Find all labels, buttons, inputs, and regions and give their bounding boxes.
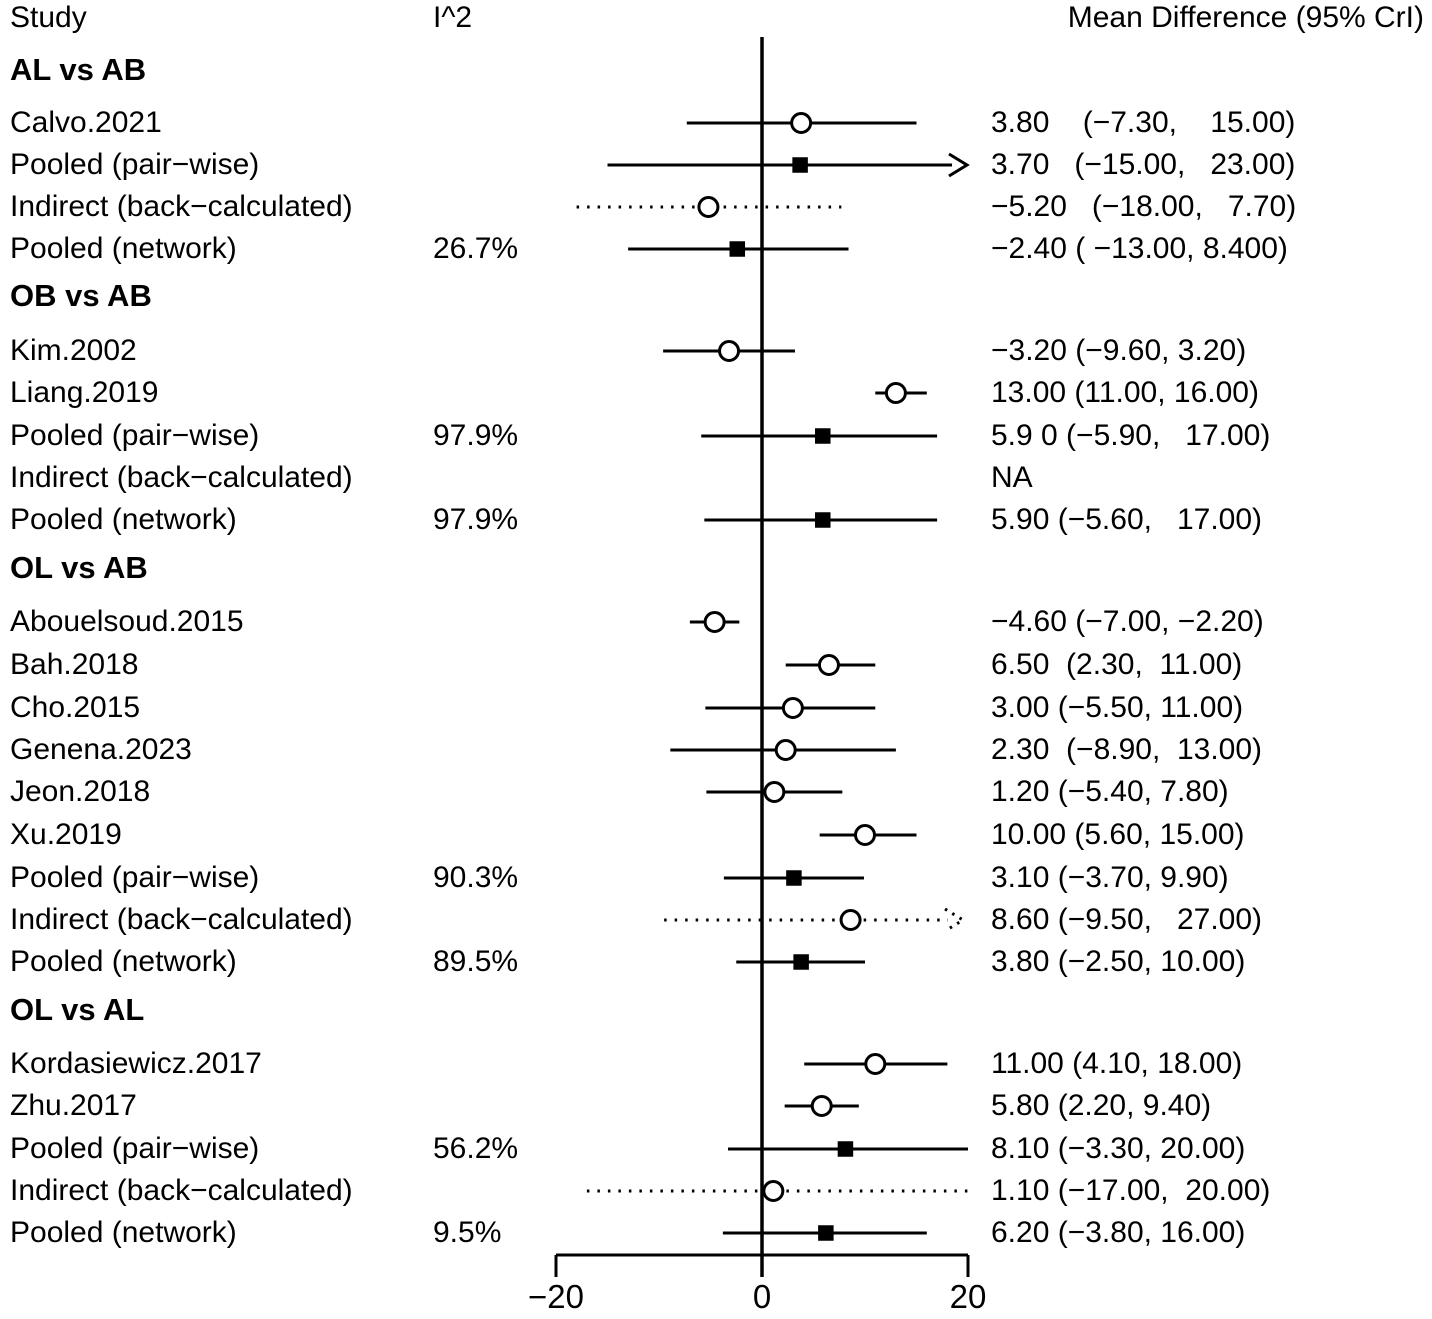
i2-value: 26.7% [433, 232, 519, 265]
study-label: Calvo.2021 [10, 106, 162, 139]
i2-value: 90.3% [433, 861, 519, 894]
pooled-network-row [0, 499, 1432, 541]
md-value: 6.50 (2.30, 11.00) [991, 648, 1243, 681]
study-label: Pooled (pair−wise) [10, 861, 260, 894]
md-value: NA [991, 461, 1033, 494]
pooled-pairwise-row [0, 857, 1432, 899]
indirect-row [0, 457, 1432, 499]
study-label: Bah.2018 [10, 648, 139, 681]
indirect-row [0, 899, 1432, 941]
study-row-zhu-2017 [0, 1085, 1432, 1127]
study-label: Liang.2019 [10, 376, 159, 409]
md-value: 11.00 (4.10, 18.00) [991, 1047, 1243, 1080]
study-row-calvo-2021 [0, 102, 1432, 144]
study-label: Kordasiewicz.2017 [10, 1047, 262, 1080]
study-row-jeon-2018 [0, 771, 1432, 813]
pooled-pairwise-row [0, 415, 1432, 457]
md-value: −2.40 ( −13.00, 8.400) [991, 232, 1288, 265]
md-value: 5.90 (−5.60, 17.00) [991, 503, 1263, 536]
study-row-abouelsoud-2015 [0, 601, 1432, 643]
md-value: 6.20 (−3.80, 16.00) [991, 1216, 1246, 1249]
col-header-i2: I^2 [433, 1, 473, 34]
md-value: 8.60 (−9.50, 27.00) [991, 903, 1263, 936]
md-value: 3.80 (−7.30, 15.00) [991, 106, 1296, 139]
i2-value: 89.5% [433, 945, 519, 978]
md-value: 10.00 (5.60, 15.00) [991, 818, 1245, 851]
study-label: Zhu.2017 [10, 1089, 137, 1122]
study-label: Kim.2002 [10, 334, 137, 367]
md-value: 1.20 (−5.40, 7.80) [991, 775, 1229, 808]
pooled-network-row [0, 228, 1432, 270]
group-header-ob-vs-ab [0, 275, 1432, 317]
study-label: Pooled (network) [10, 503, 237, 536]
md-value: −3.20 (−9.60, 3.20) [991, 334, 1247, 367]
study-row-kordasiewicz-2017 [0, 1043, 1432, 1085]
group-label: AL vs AB [10, 52, 147, 87]
md-value: 5.80 (2.20, 9.40) [991, 1089, 1212, 1122]
study-row-genena-2023 [0, 729, 1432, 771]
study-label: Indirect (back−calculated) [10, 903, 353, 936]
col-header-mean-difference: Mean Difference (95% CrI) [1067, 1, 1424, 34]
col-header-study: Study [10, 1, 87, 34]
md-value: 3.10 (−3.70, 9.90) [991, 861, 1229, 894]
pooled-pairwise-row [0, 144, 1432, 186]
group-label: OB vs AB [10, 278, 152, 313]
pooled-pairwise-row [0, 1128, 1432, 1170]
study-row-cho-2015 [0, 687, 1432, 729]
indirect-row [0, 186, 1432, 228]
study-label: Indirect (back−calculated) [10, 190, 353, 223]
study-label: Xu.2019 [10, 818, 122, 851]
group-header-ol-vs-al [0, 989, 1432, 1031]
study-label: Jeon.2018 [10, 775, 151, 808]
md-value: −5.20 (−18.00, 7.70) [991, 190, 1297, 223]
md-value: 3.00 (−5.50, 11.00) [991, 691, 1244, 724]
md-value: 3.70 (−15.00, 23.00) [991, 148, 1296, 181]
pooled-network-row [0, 941, 1432, 983]
md-value: 3.80 (−2.50, 10.00) [991, 945, 1246, 978]
study-label: Pooled (pair−wise) [10, 1132, 260, 1165]
study-row-liang-2019 [0, 372, 1432, 414]
study-label: Pooled (pair−wise) [10, 148, 260, 181]
md-value: 8.10 (−3.30, 20.00) [991, 1132, 1246, 1165]
study-label: Abouelsoud.2015 [10, 605, 244, 638]
x-tick-label-0: 0 [752, 1278, 772, 1315]
i2-value: 9.5% [433, 1216, 502, 1249]
group-label: OL vs AL [10, 992, 145, 1027]
x-tick-label-neg20: −20 [528, 1278, 584, 1315]
indirect-row [0, 1170, 1432, 1212]
study-label: Indirect (back−calculated) [10, 1174, 353, 1207]
i2-value: 97.9% [433, 503, 519, 536]
study-row-xu-2019 [0, 814, 1432, 856]
group-label: OL vs AB [10, 550, 148, 585]
x-tick-label-20: 20 [949, 1278, 987, 1315]
md-value: 1.10 (−17.00, 20.00) [991, 1174, 1271, 1207]
study-label: Pooled (pair−wise) [10, 419, 260, 452]
i2-value: 56.2% [433, 1132, 519, 1165]
study-label: Genena.2023 [10, 733, 192, 766]
md-value: 2.30 (−8.90, 13.00) [991, 733, 1263, 766]
md-value: 13.00 (11.00, 16.00) [991, 376, 1259, 409]
study-label: Cho.2015 [10, 691, 141, 724]
study-label: Pooled (network) [10, 1216, 237, 1249]
group-header-ol-vs-ab [0, 547, 1432, 589]
study-label: Pooled (network) [10, 232, 237, 265]
pooled-network-row [0, 1212, 1432, 1254]
md-value: −4.60 (−7.00, −2.20) [991, 605, 1264, 638]
study-label: Pooled (network) [10, 945, 237, 978]
study-row-kim-2002 [0, 330, 1432, 372]
study-row-bah-2018 [0, 644, 1432, 686]
study-label: Indirect (back−calculated) [10, 461, 353, 494]
md-value: 5.9 0 (−5.90, 17.00) [991, 419, 1271, 452]
group-header-al-vs-ab [0, 49, 1432, 91]
i2-value: 97.9% [433, 419, 519, 452]
